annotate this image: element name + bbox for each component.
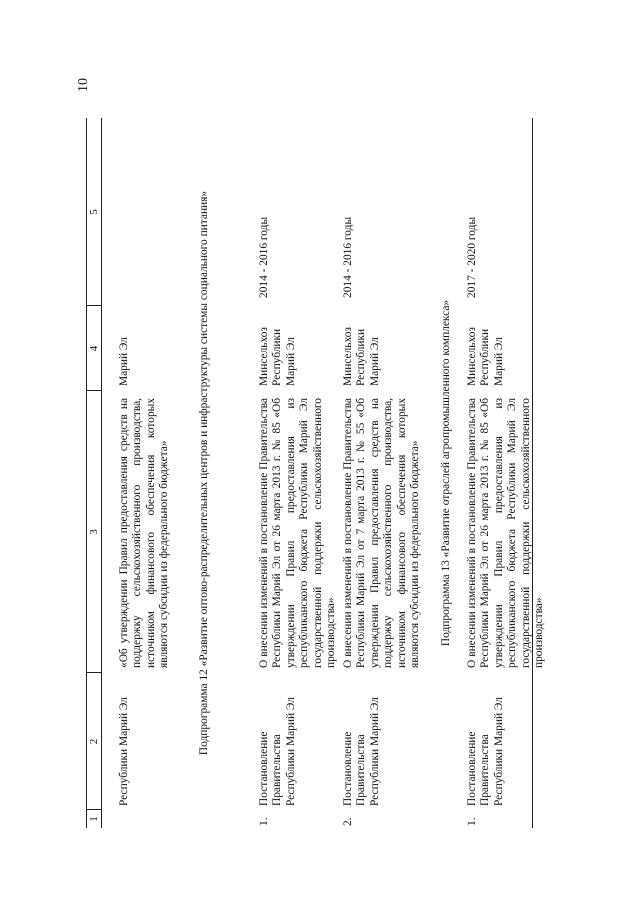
row-period: 2014 - 2016 годы xyxy=(258,216,270,298)
row-executor: Минсельхоз Республики Марий Эл xyxy=(466,327,505,386)
row-period: 2017 - 2020 годы xyxy=(466,216,478,298)
row-doc-type: Постановление Правительства Республики Марий Эл xyxy=(258,697,297,806)
row-doc-type: Постановление Правительства Республики Марий Эл xyxy=(342,697,381,806)
subprogram-13-heading: Подпрограмма 13 «Развитие отраслей агропромышленного комплекса» xyxy=(440,299,452,647)
table-bottom-rule xyxy=(532,118,533,828)
measures-table xyxy=(86,118,546,828)
row-number: 1. xyxy=(258,817,270,826)
row-executor: Минсельхоз Республики Марий Эл xyxy=(342,327,381,386)
row-executor: Минсельхоз Республики Марий Эл xyxy=(258,327,297,386)
row-number: 1. xyxy=(466,817,478,826)
header-col-2: 2 xyxy=(88,738,100,745)
row-content: О внесении изменений в постановление Правительства Республики Марий Эл от 26 марта 2013 г. № 85 «Об утверждении Правил предоставления из республиканского бюджета Республики Марий Эл государственной поддержки сельскохозяйственного производства» xyxy=(258,398,338,668)
row-executor: Марий Эл xyxy=(118,337,130,386)
row-number: 2. xyxy=(342,817,354,826)
subprogram-12-heading: Подпрограмма 12 «Развитие оптово-распределительных центров и инфраструктуры системы социального питания» xyxy=(198,190,210,756)
row-doc-type: Республики Марий Эл xyxy=(118,697,130,806)
header-col-3: 3 xyxy=(88,529,100,535)
row-content: О внесении изменений в постановление Правительства Республики Марий Эл от 26 марта 2013 г. № 85 «Об утверждении Правил предоставления из республиканского бюджета Республики Марий Эл государственной поддержки сельскохозяйственного производства» xyxy=(466,398,546,668)
header-col-1: 1 xyxy=(88,816,100,822)
row-content: «Об утверждении Правил предоставления средств на поддержку сельскохозяйственного производства, источником финансового обеспечения которых являются субсидии из федерального бюджета» xyxy=(118,398,171,668)
page-number: 10 xyxy=(76,78,91,92)
header-col-4: 4 xyxy=(88,345,100,352)
row-content: О внесении изменений в постановление Правительства Республики Марий Эл от 7 марта 2013 г. № 55 «Об утверждении Правил предоставления средств на поддержку сельскохозяйственного производства, источником финансового обеспечения которых являются субсидии из федерального бюджета» xyxy=(342,398,422,668)
header-col-5: 5 xyxy=(88,209,100,215)
row-period: 2014 - 2016 годы xyxy=(342,216,354,298)
table-header-row xyxy=(86,118,102,828)
row-doc-type: Постановление Правительства Республики Марий Эл xyxy=(466,697,505,806)
